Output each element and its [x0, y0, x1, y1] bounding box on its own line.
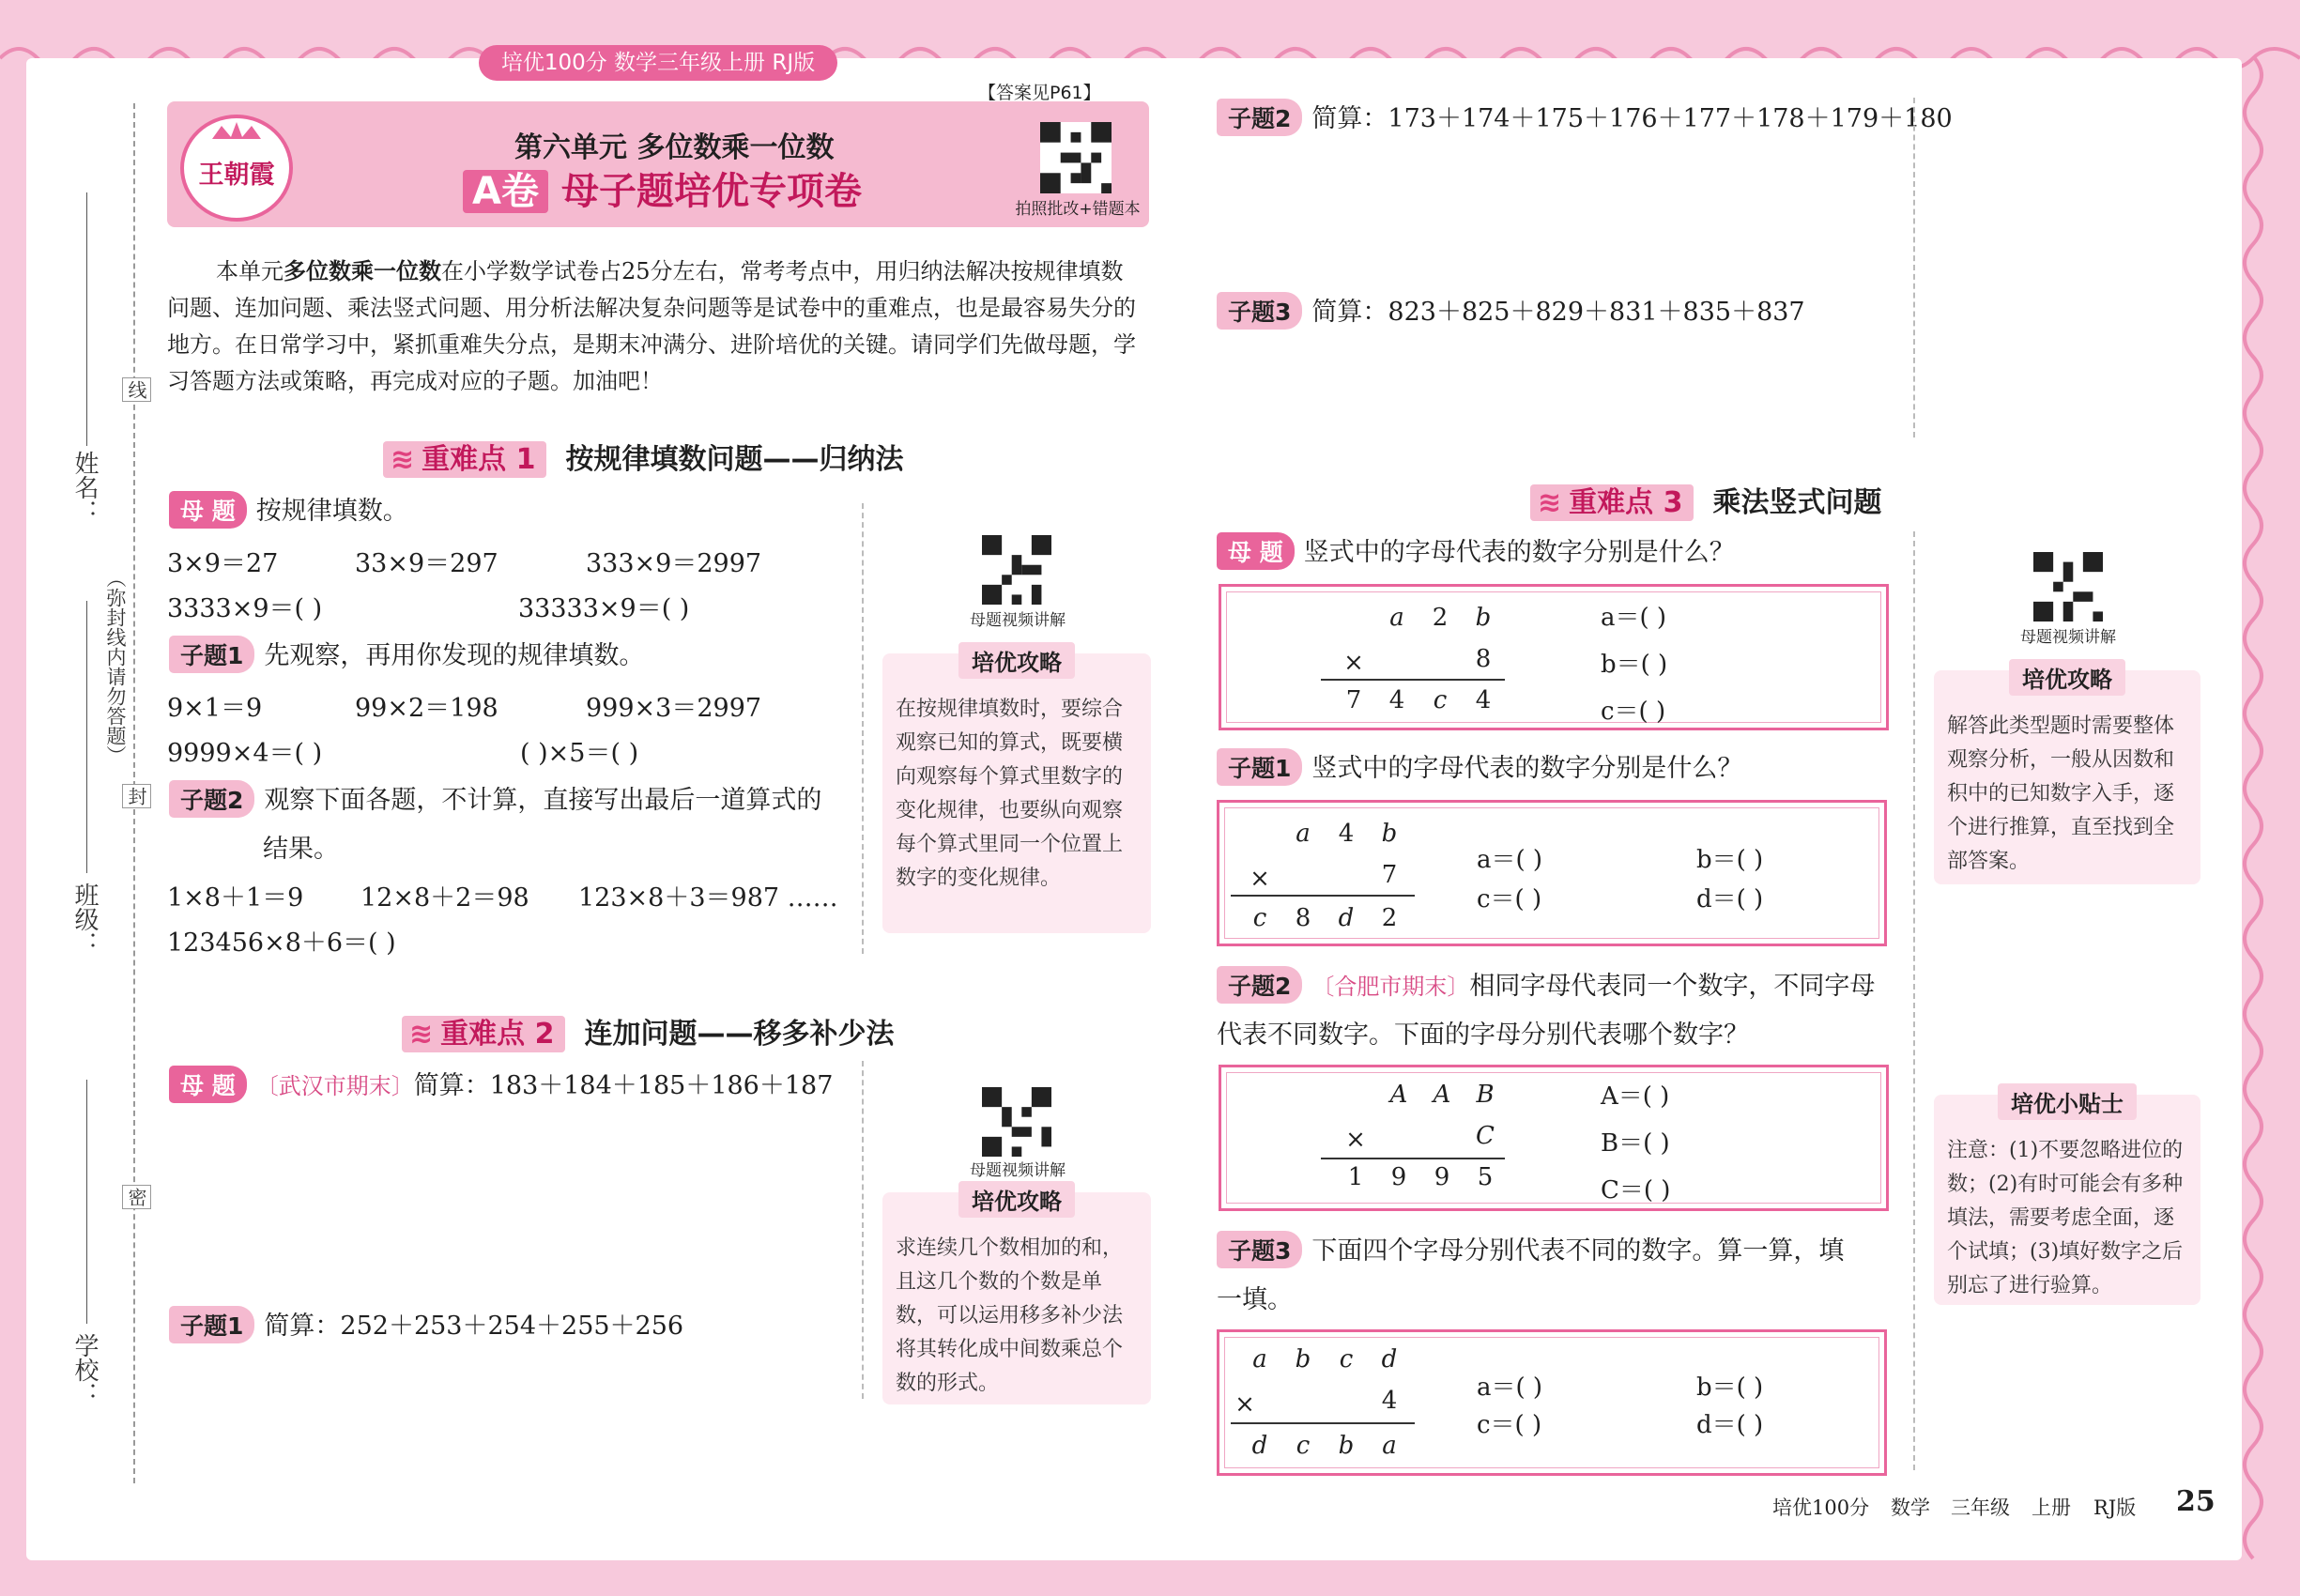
class-label: 班级： [70, 882, 99, 956]
s1-z2-r2[interactable]: 123456×8＋6＝( ) [167, 928, 396, 958]
source-tag: 〔武汉市期末〕 [255, 1073, 414, 1099]
qr-code-icon[interactable] [982, 535, 1051, 605]
s2-z2-text: 简算：173＋174＋175＋176＋177＋178＋179＋180 [1311, 104, 1953, 133]
intro-text: 本单元 [216, 258, 284, 284]
digit: a [1382, 1432, 1397, 1460]
s1-mu-text: 按规律填数。 [255, 497, 408, 526]
volume-badge: A卷 [463, 170, 548, 213]
s3-z3-text: 下面四个字母分别代表不同的数字。算一算，填 [1311, 1236, 1845, 1266]
tip-body: 解答此类型题时需要整体观察分析，一般从因数和积中的已知数字入手，逐个进行推算，直至找到全部答案。 [1947, 714, 2175, 873]
s1-mu-r2a[interactable]: 3333×9＝( ) [167, 594, 323, 623]
section-1-badge [383, 441, 546, 478]
s1-mu-question [169, 490, 408, 529]
calc-line [1321, 1158, 1505, 1159]
s3-z1-text: 竖式中的字母代表的数字分别是什么？ [1311, 754, 1743, 783]
wave-icon: ≋ [409, 1018, 434, 1051]
s3-z2-question [1217, 965, 1875, 1004]
digit: d [1381, 1345, 1398, 1373]
s3-z3-question [1217, 1230, 1844, 1268]
paper-title [463, 161, 862, 215]
paper-name: 母子题培优专项卷 [560, 170, 862, 213]
answer-blank[interactable]: a＝( ) [1477, 1373, 1543, 1402]
s1-z1-r1b: 99×2＝198 [355, 694, 498, 723]
answer-blank[interactable]: c＝( ) [1601, 698, 1666, 726]
answer-blank[interactable]: a＝( ) [1601, 604, 1667, 632]
tip-body: 求连续几个数相加的和，且这几个数的个数是单数，可以运用移多补少法将其转化成中间数乘总个数的形式。 [896, 1236, 1124, 1395]
vertical-calc-box-z1 [1217, 800, 1887, 946]
column-divider [1913, 98, 1915, 437]
section-1-title: 按规律填数问题——归纳法 [565, 443, 904, 476]
digit: C [1476, 1122, 1495, 1150]
s3-z2-text: 相同字母代表同一个数字，不同字母 [1469, 972, 1876, 1001]
s2-z1-text: 简算：252＋253＋254＋255＋256 [264, 1312, 684, 1341]
digit: A [1389, 1081, 1408, 1109]
section-3-badge-label: 重难点 3 [1569, 486, 1683, 519]
digit: d [1251, 1432, 1268, 1460]
vertical-calc-box-z2 [1219, 1065, 1889, 1211]
digit: 8 [1295, 904, 1311, 932]
answer-blank[interactable]: C＝( ) [1601, 1176, 1671, 1205]
intro-line-4: 习答题方法或策略，再完成对应的子题。加油吧！ [167, 368, 663, 394]
intro-line-2: 问题、连加问题、乘法竖式问题、用分析法解决复杂问题等是试卷中的重难点，也是最容易失分的 [167, 295, 1136, 321]
wave-icon: ≋ [391, 443, 415, 476]
qr-caption: 母题视频讲解 [970, 1161, 1066, 1180]
answer-blank[interactable]: a＝( ) [1477, 846, 1543, 874]
vertical-calc-box-mu [1219, 584, 1889, 730]
footer-term: 上册 [2032, 1496, 2071, 1519]
answer-blank[interactable]: b＝( ) [1696, 1373, 1764, 1402]
qr-caption-main: 拍照批改+错题本 [1015, 200, 1141, 219]
s3-mu-text: 竖式中的字母代表的数字分别是什么？ [1303, 538, 1735, 567]
answer-blank[interactable]: c＝( ) [1477, 885, 1542, 913]
section-2-heading [402, 1010, 894, 1051]
answer-reference: 【答案见P61】 [978, 83, 1101, 103]
section-3-heading [1530, 479, 1881, 520]
s1-z2-r1a: 1×8＋1＝9 [167, 883, 304, 913]
wave-icon: ≋ [1538, 486, 1562, 519]
digit: A [1433, 1081, 1451, 1109]
seal-mark-feng: 封 [122, 784, 151, 808]
s1-z2-r1c: 123×8＋3＝987 …… [578, 883, 838, 913]
tip-heading: 培优攻略 [958, 1181, 1075, 1218]
zi-tag-2: 子题2 [1217, 99, 1302, 136]
answer-blank[interactable]: b＝( ) [1696, 846, 1764, 874]
unit-title: 第六单元 多位数乘一位数 [514, 131, 835, 164]
zi-tag-3: 子题3 [1217, 1231, 1302, 1268]
box-inner-border [1224, 807, 1879, 939]
zi-tag-3: 子题3 [1217, 292, 1302, 330]
box-inner-border [1224, 1337, 1879, 1468]
times-sign: × [1250, 865, 1270, 893]
digit: b [1338, 1432, 1355, 1460]
intro-text: 在小学数学试卷占25分左右，常考考点中，用归纳法解决按规律填数 [441, 258, 1124, 284]
s1-mu-r1a: 3×9＝27 [167, 549, 279, 578]
s2-z3-text: 简算：823＋825＋829＋831＋835＋837 [1311, 298, 1805, 327]
section-3-title: 乘法竖式问题 [1712, 486, 1882, 519]
box-inner-border [1226, 591, 1881, 723]
section-2-title: 连加问题——移多补少法 [584, 1018, 895, 1051]
footer-grade: 三年级 [1951, 1496, 2010, 1519]
mu-tag: 母 题 [169, 1066, 247, 1103]
intro-line-1 [167, 253, 1153, 290]
logo-text: 王朝霞 [198, 161, 275, 190]
digit: 8 [1475, 645, 1492, 673]
s1-z2-r1b: 12×8＋2＝98 [360, 883, 529, 913]
digit: 4 [1475, 686, 1492, 714]
class-line [86, 601, 87, 873]
name-line [86, 192, 87, 446]
digit: b [1475, 604, 1492, 632]
s3-mu-question [1217, 531, 1735, 570]
answer-blank[interactable]: d＝( ) [1696, 1411, 1764, 1439]
s2-mu-text: 简算：183＋184＋185＋186＋187 [413, 1071, 834, 1100]
footer-edition: RJ版 [2093, 1496, 2137, 1519]
s3-z2-text-cont: 代表不同数字。下面的字母分别代表哪个数字？ [1217, 1021, 1749, 1050]
answer-blank[interactable]: d＝( ) [1696, 885, 1764, 913]
digit: d [1338, 904, 1355, 932]
section-2-badge-label: 重难点 2 [440, 1018, 555, 1051]
tip-body: 注意：(1)不要忽略进位的数；(2)有时可能会有多种填法，需要考虑全面，逐个试填；(3)填好数字之后别忘了进行验算。 [1947, 1139, 2184, 1297]
column-divider [862, 1061, 864, 1399]
footer-brand: 培优100分 [1772, 1496, 1870, 1519]
zi-tag-1: 子题1 [1217, 748, 1302, 786]
section-3-badge [1530, 484, 1694, 521]
footer-subject: 数学 [1891, 1496, 1930, 1519]
answer-blank[interactable]: b＝( ) [1601, 651, 1668, 679]
source-tag: 〔合肥市期末〕 [1311, 974, 1470, 1000]
qr-caption: 母题视频讲解 [2020, 628, 2116, 647]
vertical-calc-box-z3 [1217, 1329, 1887, 1476]
tip-body: 在按规律填数时，要综合观察已知的算式，既要横向观察每个算式里数字的变化规律，也要纵向观察每个算式里同一个位置上数字的变化规律。 [896, 698, 1124, 890]
mu-tag: 母 题 [169, 491, 247, 529]
s2-mu-question [169, 1065, 833, 1103]
times-sign: × [1343, 649, 1364, 677]
zi-tag-2: 子题2 [1217, 966, 1302, 1004]
school-label: 学校： [70, 1333, 99, 1406]
intro-paragraph [167, 253, 1153, 400]
tip-box-2 [882, 1189, 1151, 1404]
s1-z1-text: 先观察，再用你发现的规律填数。 [264, 641, 645, 670]
s1-z1-r1a: 9×1＝9 [167, 694, 263, 723]
calc-line [1231, 1422, 1415, 1424]
answer-blank[interactable]: A＝( ) [1601, 1082, 1670, 1111]
s1-mu-r2b[interactable]: 33333×9＝( ) [518, 594, 690, 623]
s3-z1-question [1217, 747, 1742, 786]
digit: 4 [1381, 1387, 1398, 1415]
seal-warning: （弥封线内请勿答题） [101, 568, 130, 765]
digit: 7 [1345, 686, 1362, 714]
digit: c [1296, 1432, 1311, 1460]
times-sign: × [1234, 1390, 1255, 1419]
s1-mu-r1b: 33×9＝297 [355, 549, 498, 578]
answer-blank[interactable]: B＝( ) [1601, 1129, 1670, 1158]
tip-heading: 培优攻略 [2009, 659, 2125, 696]
section-2-badge [402, 1016, 565, 1052]
intro-highlight: 多位数乘一位数 [284, 258, 441, 284]
qr-code-icon[interactable] [2033, 552, 2103, 622]
intro-line-3: 地方。在日常学习中，紧抓重难失分点，是期末冲满分、进阶培优的关键。请同学们先做母题，学 [167, 331, 1136, 358]
zi-tag-1: 子题1 [169, 636, 254, 673]
zi-tag-2: 子题2 [169, 780, 254, 818]
s3-z3-text-cont: 一填。 [1217, 1285, 1293, 1314]
header-tab: 培优100分 数学三年级上册 RJ版 [479, 45, 837, 81]
calc-line [1321, 679, 1505, 681]
s1-z2-text-cont: 结果。 [263, 835, 339, 864]
digit: b [1295, 1345, 1311, 1373]
tip-heading: 培优攻略 [958, 642, 1075, 679]
column-divider [1913, 531, 1915, 1470]
seal-mark-line: 线 [122, 377, 151, 402]
tip-box-3 [1934, 667, 2200, 884]
section-1-heading [383, 436, 903, 477]
zi-tag-1: 子题1 [169, 1306, 254, 1343]
calc-line [1231, 895, 1415, 897]
s1-mu-r1c: 333×9＝2997 [586, 549, 762, 578]
digit: 9 [1390, 1163, 1407, 1191]
seal-mark-mi: 密 [122, 1185, 151, 1209]
digit: a [1252, 1345, 1267, 1373]
digit: 1 [1347, 1163, 1364, 1191]
page-number: 25 [2176, 1485, 2216, 1518]
s1-z1-r2b[interactable]: ( )×5＝( ) [520, 739, 639, 768]
school-line [86, 1080, 87, 1324]
section-1-badge-label: 重难点 1 [422, 443, 536, 476]
qr-caption: 母题视频讲解 [970, 611, 1066, 630]
digit: 2 [1381, 904, 1398, 932]
wavy-border-right [2232, 0, 2300, 1596]
mu-tag: 母 题 [1217, 532, 1295, 570]
column-divider [862, 503, 864, 954]
digit: 7 [1381, 861, 1398, 889]
digit: a [1389, 604, 1404, 632]
tip-heading: 培优小贴士 [1998, 1083, 2137, 1120]
box-inner-border [1226, 1072, 1881, 1204]
qr-code-icon[interactable] [1040, 122, 1112, 193]
qr-code-icon[interactable] [982, 1087, 1051, 1157]
s2-z3-question [1217, 291, 1805, 330]
name-label: 姓名： [70, 451, 99, 524]
title-banner [167, 83, 1149, 227]
digit: 5 [1477, 1163, 1494, 1191]
logo [180, 115, 293, 222]
digit: c [1339, 1345, 1354, 1373]
s1-z1-r1c: 999×3＝2997 [586, 694, 762, 723]
s1-z2-text: 观察下面各题，不计算，直接写出最后一道算式的 [264, 786, 822, 815]
digit: 9 [1434, 1163, 1450, 1191]
digit: c [1433, 686, 1448, 714]
digit: 4 [1388, 686, 1405, 714]
digit: b [1381, 820, 1398, 848]
digit: a [1296, 820, 1311, 848]
s1-z1-r2a[interactable]: 9999×4＝( ) [167, 739, 323, 768]
s2-z1-question [169, 1305, 683, 1343]
tip-box-4 [1934, 1091, 2200, 1305]
digit: B [1476, 1081, 1495, 1109]
s2-z2-question [1217, 98, 1953, 136]
tip-box-1 [882, 650, 1151, 933]
s1-z2-question [169, 779, 821, 818]
times-sign: × [1345, 1126, 1366, 1154]
digit: 4 [1338, 820, 1355, 848]
s1-z1-question [169, 635, 644, 673]
answer-blank[interactable]: c＝( ) [1477, 1411, 1542, 1439]
digit: 2 [1432, 604, 1449, 632]
digit: c [1252, 904, 1267, 932]
